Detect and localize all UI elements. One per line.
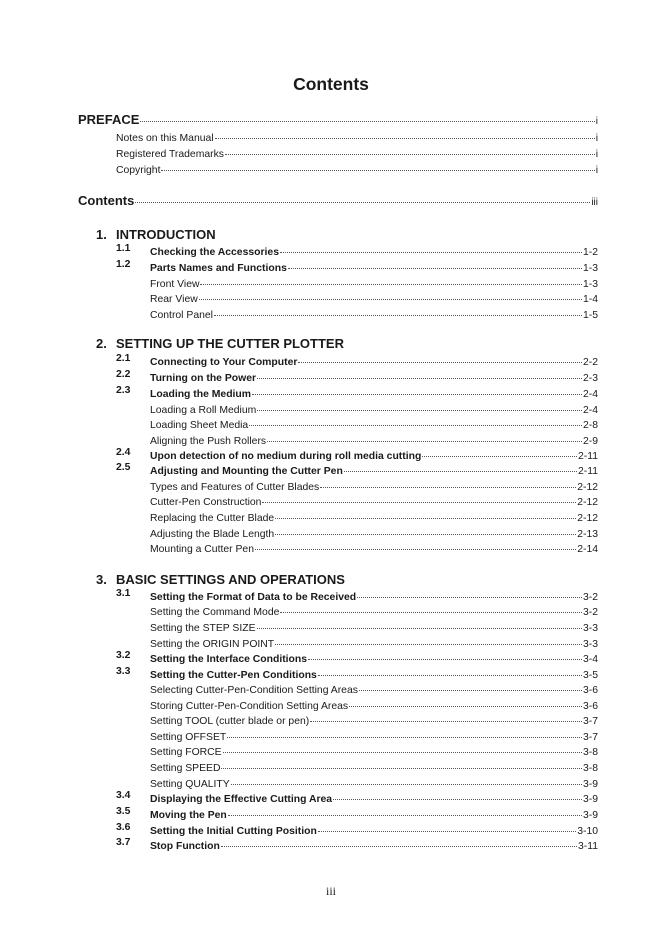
toc-page: i bbox=[595, 165, 598, 176]
toc-entry-contents[interactable] bbox=[78, 192, 598, 211]
toc-label: Mounting a Cutter Pen bbox=[150, 544, 254, 555]
section-number: 2.4 bbox=[116, 447, 131, 458]
toc-page: 3-4 bbox=[582, 654, 598, 665]
toc-label: Stop Function bbox=[150, 841, 220, 852]
toc-label: PREFACE bbox=[78, 112, 140, 127]
toc-page: 2-12 bbox=[577, 482, 598, 493]
toc-page: 3-2 bbox=[582, 607, 598, 618]
toc-label: Cutter-Pen Construction bbox=[150, 497, 262, 508]
toc-page: 1-2 bbox=[582, 247, 598, 258]
toc-label: Loading the Medium bbox=[150, 389, 252, 400]
section-number: 2.1 bbox=[116, 353, 131, 364]
toc-page: 2-11 bbox=[577, 466, 598, 477]
toc-label: Notes on this Manual bbox=[116, 133, 214, 144]
toc-label: Selecting Cutter-Pen-Condition Setting Areas bbox=[150, 685, 358, 696]
toc-page: 3-2 bbox=[582, 592, 598, 603]
chapter-number: 3. bbox=[96, 572, 107, 587]
toc-page: 2-13 bbox=[577, 529, 598, 540]
toc-label: Registered Trademarks bbox=[116, 149, 224, 160]
toc-label: Setting FORCE bbox=[150, 747, 222, 758]
toc-page: 1-3 bbox=[582, 263, 598, 274]
toc-label: Copyright bbox=[116, 165, 161, 176]
toc-label: Setting SPEED bbox=[150, 763, 221, 774]
toc-page: 2-12 bbox=[577, 497, 598, 508]
page-title: Contents bbox=[293, 74, 369, 94]
toc-page: 2-4 bbox=[582, 405, 598, 416]
chapter-number: 2. bbox=[96, 336, 107, 351]
toc-label: Setting the Command Mode bbox=[150, 607, 280, 618]
toc-label: Rear View bbox=[150, 294, 198, 305]
toc-label: Aligning the Push Rollers bbox=[150, 436, 267, 447]
toc-page: 2-8 bbox=[582, 420, 598, 431]
toc-label: Upon detection of no medium during roll media cutting bbox=[150, 451, 422, 462]
toc-label: Setting the Format of Data to be Received bbox=[150, 592, 357, 603]
section-number: 3.5 bbox=[116, 806, 131, 817]
toc-page: 3-8 bbox=[582, 747, 598, 758]
toc-page: 2-9 bbox=[582, 436, 598, 447]
toc-entry[interactable] bbox=[150, 539, 598, 557]
toc-entry[interactable] bbox=[150, 305, 598, 323]
toc-label: Loading Sheet Media bbox=[150, 420, 249, 431]
toc-label: Setting the Interface Conditions bbox=[150, 654, 308, 665]
toc-entry[interactable] bbox=[116, 160, 598, 178]
toc-page: 3-10 bbox=[577, 826, 598, 837]
toc-label: Displaying the Effective Cutting Area bbox=[150, 794, 333, 805]
toc-page: 3-6 bbox=[582, 685, 598, 696]
toc-label: Adjusting and Mounting the Cutter Pen bbox=[150, 466, 343, 477]
toc-page: 3-7 bbox=[582, 732, 598, 743]
toc-label: Replacing the Cutter Blade bbox=[150, 513, 275, 524]
toc-page: 3-9 bbox=[582, 779, 598, 790]
section-number: 3.4 bbox=[116, 790, 131, 801]
chapter-number: 1. bbox=[96, 227, 107, 242]
section-number: 3.6 bbox=[116, 822, 131, 833]
section-number: 3.1 bbox=[116, 588, 131, 599]
toc-label: Setting the Cutter-Pen Conditions bbox=[150, 670, 317, 681]
toc-page: 2-12 bbox=[577, 513, 598, 524]
section-number: 2.3 bbox=[116, 385, 131, 396]
toc-label: Adjusting the Blade Length bbox=[150, 529, 275, 540]
toc-page: 3-3 bbox=[582, 623, 598, 634]
toc-label: Checking the Accessories bbox=[150, 247, 279, 258]
toc-page: iii bbox=[591, 197, 598, 208]
toc-page: 1-3 bbox=[582, 279, 598, 290]
toc-page: 3-9 bbox=[582, 810, 598, 821]
toc-label: Setting OFFSET bbox=[150, 732, 227, 743]
toc-page: 2-14 bbox=[577, 544, 598, 555]
chapter-title: SETTING UP THE CUTTER PLOTTER bbox=[116, 336, 344, 351]
toc-section[interactable] bbox=[150, 836, 598, 854]
section-number: 3.7 bbox=[116, 837, 131, 848]
toc-label: Setting QUALITY bbox=[150, 779, 230, 790]
toc-label: Contents bbox=[78, 193, 135, 208]
toc-page: 2-3 bbox=[582, 373, 598, 384]
toc-label: Control Panel bbox=[150, 310, 213, 321]
toc-page: 2-4 bbox=[582, 389, 598, 400]
toc-label: Moving the Pen bbox=[150, 810, 227, 821]
toc-page: 3-5 bbox=[582, 670, 598, 681]
chapter-heading-3[interactable] bbox=[96, 572, 345, 588]
toc-label: Turning on the Power bbox=[150, 373, 257, 384]
section-number: 3.2 bbox=[116, 650, 131, 661]
toc-page: 2-11 bbox=[577, 451, 598, 462]
toc-page: 1-4 bbox=[582, 294, 598, 305]
section-number: 2.5 bbox=[116, 462, 131, 473]
toc-label: Types and Features of Cutter Blades bbox=[150, 482, 320, 493]
chapter-title: INTRODUCTION bbox=[116, 227, 216, 242]
toc-page: 1-5 bbox=[582, 310, 598, 321]
chapter-heading-1[interactable] bbox=[96, 227, 216, 243]
toc-page: 2-2 bbox=[582, 357, 598, 368]
section-number: 3.3 bbox=[116, 666, 131, 677]
toc-label: Loading a Roll Medium bbox=[150, 405, 257, 416]
toc-page: 3-8 bbox=[582, 763, 598, 774]
toc-label: Parts Names and Functions bbox=[150, 263, 287, 274]
toc-page: 3-7 bbox=[582, 716, 598, 727]
toc-label: Setting TOOL (cutter blade or pen) bbox=[150, 716, 310, 727]
toc-page: 3-11 bbox=[577, 841, 598, 852]
toc-label: Storing Cutter-Pen-Condition Setting Areas bbox=[150, 701, 349, 712]
toc-page: i bbox=[595, 133, 598, 144]
toc-page: i bbox=[595, 116, 598, 127]
toc-label: Setting the Initial Cutting Position bbox=[150, 826, 317, 837]
toc-label: Setting the STEP SIZE bbox=[150, 623, 256, 634]
toc-page: 3-9 bbox=[582, 794, 598, 805]
toc-label: Front View bbox=[150, 279, 200, 290]
section-number: 2.2 bbox=[116, 369, 131, 380]
chapter-title: BASIC SETTINGS AND OPERATIONS bbox=[116, 572, 345, 587]
toc-label: Connecting to Your Computer bbox=[150, 357, 298, 368]
toc-page: i bbox=[595, 149, 598, 160]
toc-page: 3-6 bbox=[582, 701, 598, 712]
page-number-footer: iii bbox=[325, 884, 336, 898]
toc-page: 3-3 bbox=[582, 639, 598, 650]
toc-label: Setting the ORIGIN POINT bbox=[150, 639, 275, 650]
section-number: 1.1 bbox=[116, 243, 131, 254]
section-number: 1.2 bbox=[116, 259, 131, 270]
